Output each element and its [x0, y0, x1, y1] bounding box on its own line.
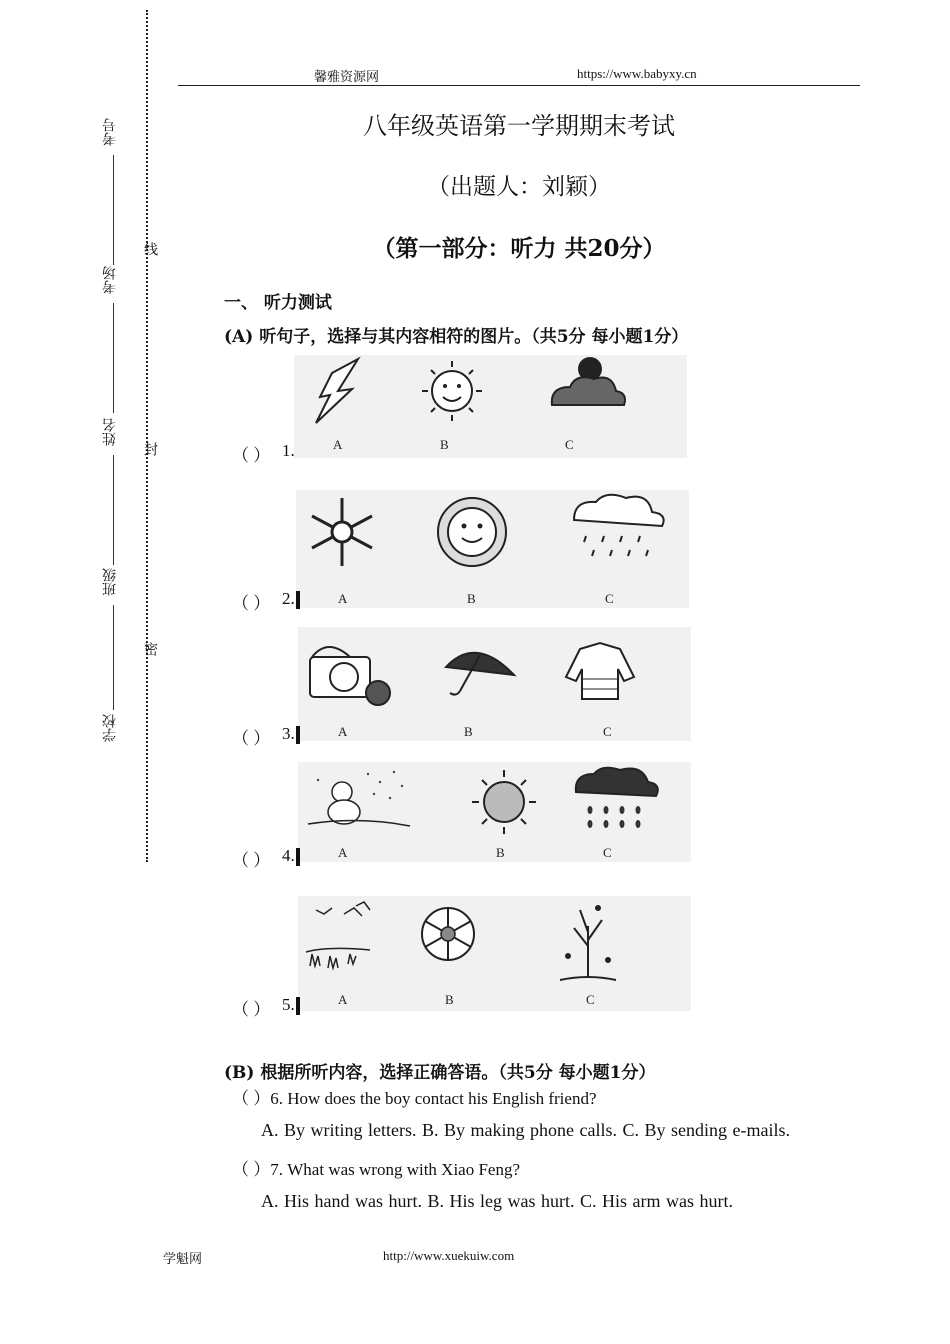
option-label: A [338, 992, 348, 1007]
sun-icon [422, 361, 482, 421]
label-exam-number: 考号 [102, 118, 118, 146]
margin-marker [296, 997, 300, 1015]
header-url[interactable]: https://www.babyxy.cn [577, 66, 697, 81]
cloud-sun-icon [552, 357, 625, 405]
option-label: C [603, 845, 612, 860]
answer-bracket[interactable]: （ ） [232, 851, 271, 870]
label-name: 姓名 [102, 418, 118, 446]
question-6-stem: （ ）6. How does the boy contact his English friend? [232, 1089, 597, 1108]
fill-line-name [113, 455, 114, 565]
fill-line-class [113, 605, 114, 710]
bare-tree-icon [560, 906, 616, 980]
answer-bracket[interactable]: （ ） [232, 729, 271, 748]
sun-face-icon [438, 498, 506, 566]
option-label: A [338, 845, 348, 860]
option-label: B [440, 437, 449, 452]
camera-icon [310, 647, 390, 705]
option-label: A [338, 724, 348, 739]
question-number: 2. [282, 589, 295, 608]
footer-url[interactable]: http://www.xuekuiw.com [383, 1248, 515, 1263]
question-1-pictures [294, 355, 687, 458]
seal-char-line: 线 [142, 242, 158, 256]
section-heading: 一、 听力测试 [224, 293, 332, 313]
question-number: 1. [282, 441, 295, 460]
option-label: B [496, 845, 505, 860]
rain-cloud-icon [574, 495, 664, 556]
lightning-icon [316, 359, 358, 423]
sweater-icon [566, 643, 634, 699]
answer-bracket[interactable]: （ ） [232, 446, 271, 465]
header-rule [178, 85, 860, 86]
label-exam-room: 考场 [102, 266, 118, 294]
snowman-icon [308, 771, 410, 826]
seal-char-seal: 封 [142, 442, 158, 456]
snowflake-icon [312, 498, 372, 566]
umbrella-icon [446, 653, 514, 695]
margin-marker [296, 591, 300, 609]
option-label: C [565, 437, 574, 452]
binding-dotted-line [146, 10, 148, 862]
question-2-pictures [296, 490, 689, 608]
answer-bracket[interactable]: （ ） [232, 1000, 271, 1019]
option-label: B [467, 591, 476, 606]
question-number: 5. [282, 995, 295, 1014]
part-heading: （第一部分：听力 共20分） [372, 235, 666, 262]
option-label: B [464, 724, 473, 739]
option-label: C [603, 724, 612, 739]
section-b-heading: (B) 根据所听内容，选择正确答语。（共5分 每小题1分） [224, 1063, 656, 1083]
snowflake-icon [422, 908, 474, 960]
margin-marker [296, 726, 300, 744]
rain-cloud-icon [576, 768, 658, 828]
question-number: 4. [282, 846, 295, 865]
fill-line-exam-number [113, 155, 114, 265]
header-site-name: 馨雅资源网 [314, 70, 380, 85]
birds-grass-icon [306, 902, 370, 968]
seal-char-secret: 密 [142, 642, 158, 656]
option-label: A [338, 591, 348, 606]
label-class: 班级 [102, 568, 118, 596]
answer-bracket[interactable]: （ ） [232, 594, 271, 613]
question-4-pictures [298, 762, 691, 862]
question-7-options: A. His hand was hurt. B. His leg was hurt. C. His arm was hurt. [261, 1191, 733, 1211]
exam-title: 八年级英语第一学期期末考试 [363, 112, 675, 140]
option-label: C [586, 992, 595, 1007]
exam-author: （出题人：刘颖） [427, 174, 611, 200]
footer-site-name: 学魁网 [163, 1252, 203, 1267]
question-5-pictures [298, 896, 691, 1011]
fill-line-exam-room [113, 303, 114, 413]
sun-icon [472, 770, 536, 834]
option-label: C [605, 591, 614, 606]
question-3-pictures [298, 627, 691, 741]
option-label: B [445, 992, 454, 1007]
label-school: 学校 [102, 714, 118, 742]
margin-marker [296, 848, 300, 866]
question-6-options: A. By writing letters. B. By making phone calls. C. By sending e-mails. [261, 1120, 790, 1140]
question-number: 3. [282, 724, 295, 743]
question-7-stem: （ ）7. What was wrong with Xiao Feng? [232, 1160, 521, 1179]
section-a-heading: (A) 听句子，选择与其内容相符的图片。（共5分 每小题1分） [224, 327, 689, 347]
option-label: A [333, 437, 343, 452]
